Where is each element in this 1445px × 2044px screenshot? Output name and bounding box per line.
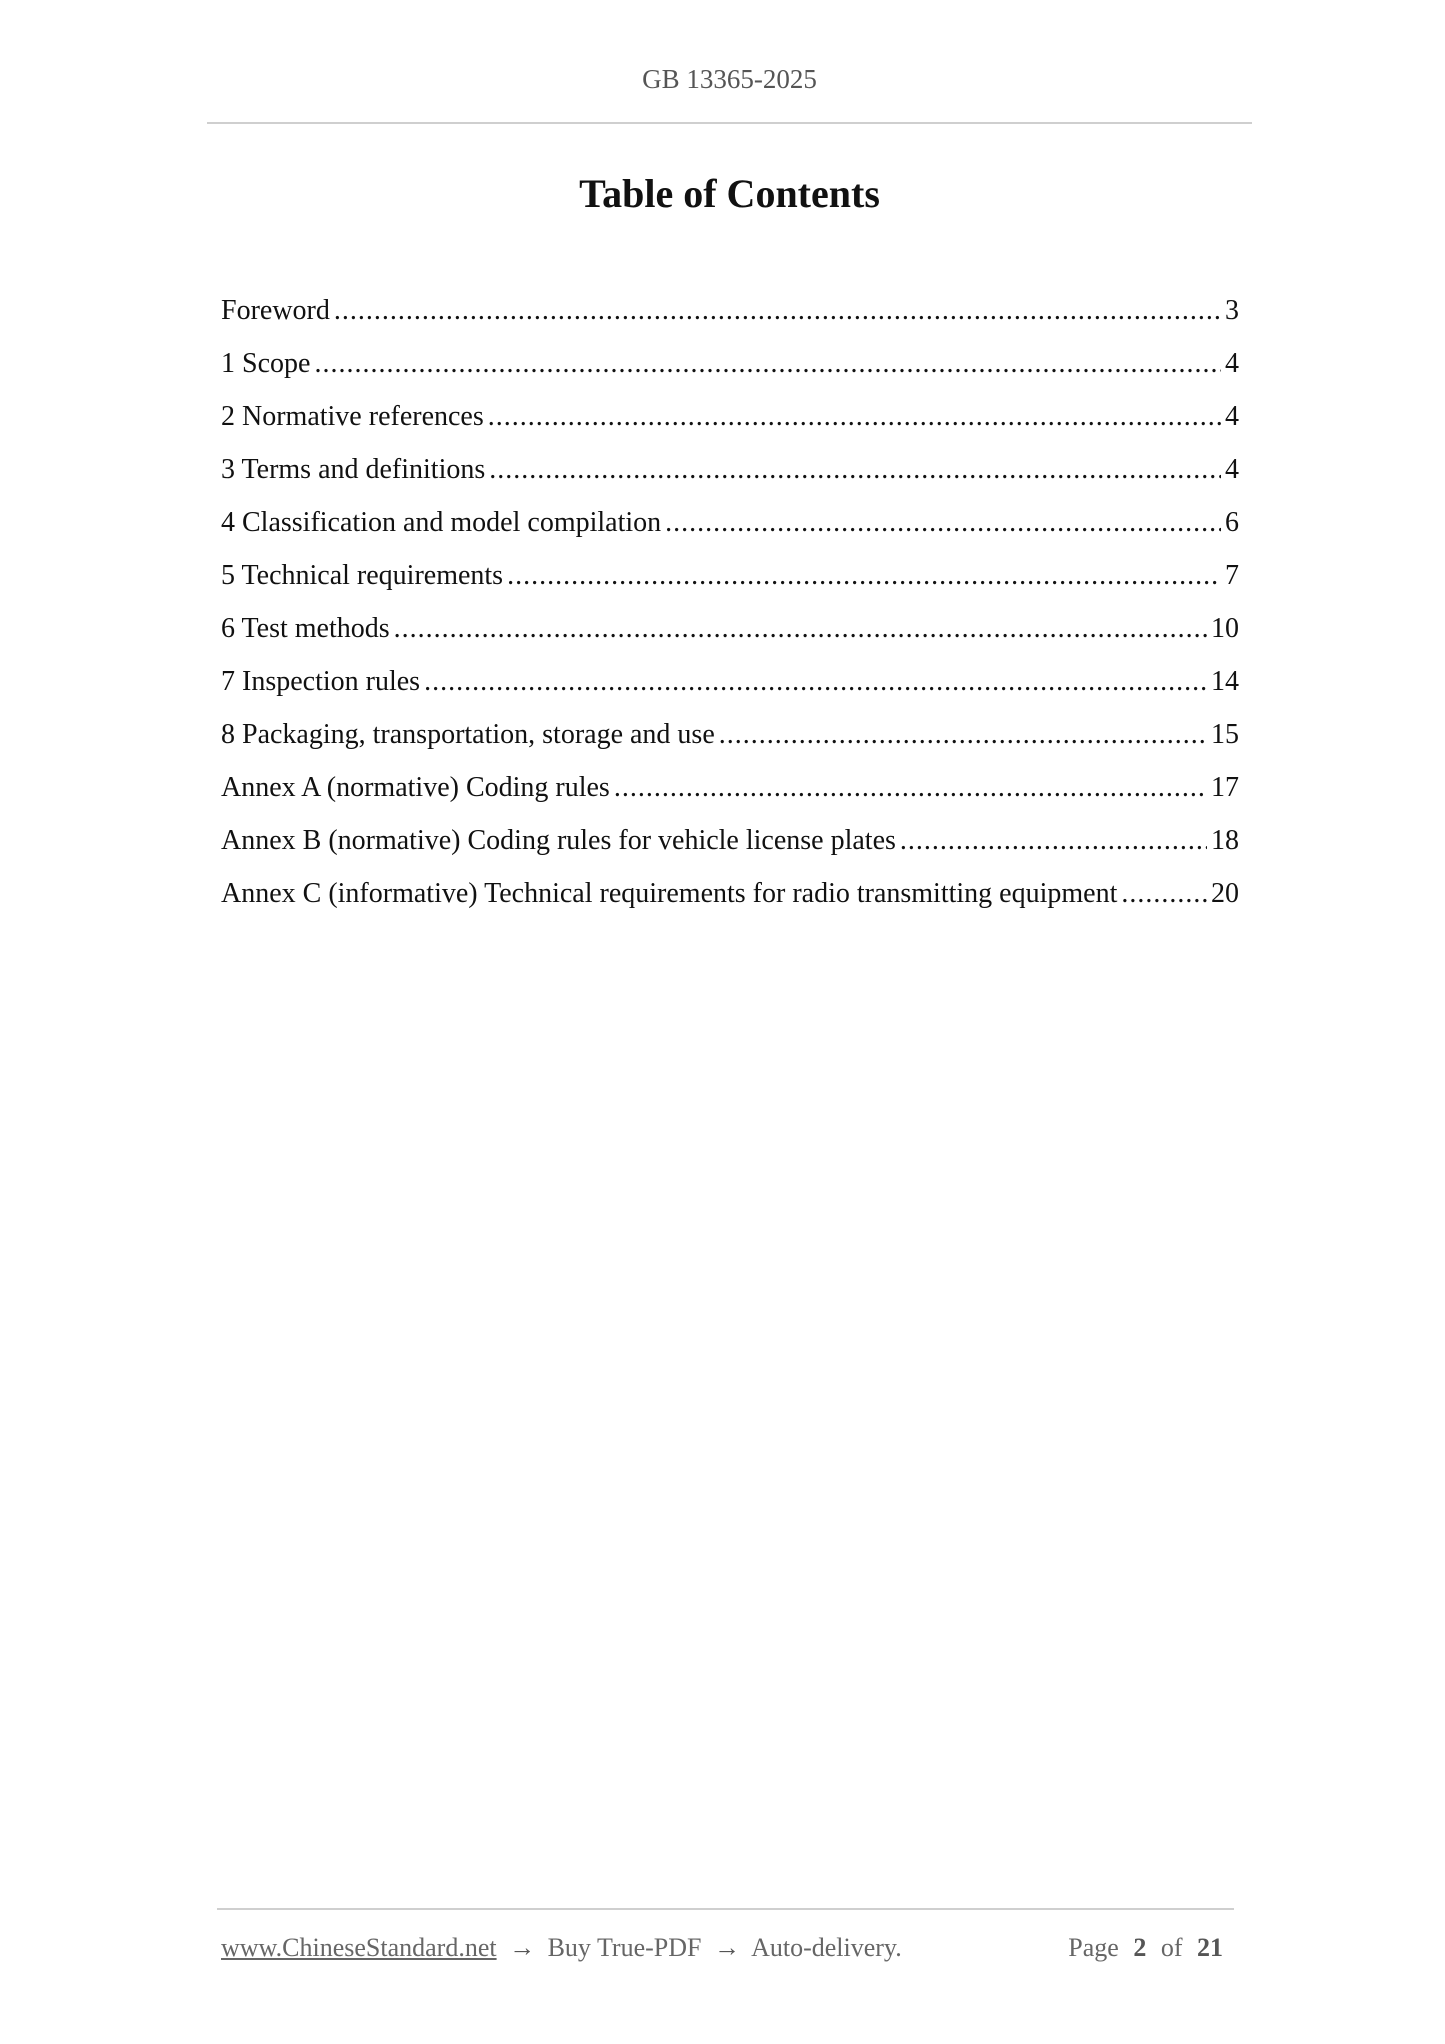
buy-true-pdf-text: Buy True-PDF [547, 1933, 702, 1962]
toc-entry-classification[interactable] [221, 496, 1239, 549]
toc-dot-leader [665, 496, 1221, 549]
toc-dot-leader [1121, 867, 1207, 920]
toc-entry-page: 20 [1211, 878, 1239, 909]
toc-dot-leader [394, 602, 1207, 655]
of-word: of [1160, 1933, 1183, 1962]
toc-entry-label: 7 Inspection rules [221, 666, 421, 697]
toc-entry-annex-b[interactable] [221, 814, 1239, 867]
toc-entry-label: Annex B (normative) Coding rules for vehicle license plates [221, 825, 896, 856]
toc-entry-page: 17 [1211, 772, 1239, 803]
toc-dot-leader [488, 390, 1221, 443]
toc-entry-page: 18 [1211, 825, 1239, 856]
page-word: Page [1068, 1933, 1119, 1962]
toc-dot-leader [719, 708, 1207, 761]
toc-entry-page: 6 [1225, 507, 1239, 538]
toc-entry-label: Foreword [221, 295, 330, 326]
toc-entry-page: 4 [1225, 348, 1239, 379]
toc-entry-normative-references[interactable] [221, 390, 1239, 443]
toc-entry-label: 2 Normative references [221, 401, 484, 432]
toc-entry-page: 4 [1225, 401, 1239, 432]
toc-entry-page: 14 [1211, 666, 1239, 697]
toc-entry-page: 4 [1225, 454, 1239, 485]
toc-entry-inspection-rules[interactable] [221, 655, 1239, 708]
toc-dot-leader [614, 761, 1207, 814]
toc-entry-annex-a[interactable] [221, 761, 1239, 814]
toc-entry-label: 5 Technical requirements [221, 560, 504, 591]
toc-entry-foreword[interactable] [221, 284, 1239, 337]
footer-promo [221, 1931, 902, 1965]
toc-entry-page: 3 [1225, 295, 1239, 326]
auto-delivery-text: Auto-delivery. [751, 1933, 902, 1962]
toc-dot-leader [900, 814, 1207, 867]
website-link[interactable]: www.ChineseStandard.net [221, 1933, 497, 1962]
footer-divider [217, 1908, 1234, 1910]
right-arrow-icon: → [509, 1933, 536, 1962]
toc-entry-page: 15 [1211, 719, 1239, 750]
toc-entry-scope[interactable] [221, 337, 1239, 390]
toc-entry-test-methods[interactable] [221, 602, 1239, 655]
toc-entry-label: Annex A (normative) Coding rules [221, 772, 610, 803]
toc-entry-annex-c[interactable] [221, 867, 1239, 920]
toc-entry-page: 10 [1211, 613, 1239, 644]
toc-entry-label: Annex C (informative) Technical requirements for radio transmitting equipment [221, 878, 1118, 909]
toc-dot-leader [334, 284, 1221, 337]
page-header-standard-number: GB 13365-2025 [642, 64, 817, 94]
page-counter [1068, 1931, 1231, 1965]
right-arrow-icon: → [714, 1933, 740, 1962]
toc-list [221, 284, 1239, 920]
toc-entry-packaging[interactable] [221, 708, 1239, 761]
toc-title: Table of Contents [579, 171, 880, 216]
toc-dot-leader [507, 549, 1221, 602]
toc-entry-technical-requirements[interactable] [221, 549, 1239, 602]
toc-dot-leader [424, 655, 1207, 708]
current-page-number: 2 [1133, 1933, 1147, 1962]
toc-entry-label: 8 Packaging, transportation, storage and use [221, 719, 715, 750]
toc-entry-label: 6 Test methods [221, 613, 390, 644]
toc-entry-page: 7 [1225, 560, 1239, 591]
total-pages-number: 21 [1197, 1933, 1223, 1962]
toc-entry-label: 3 Terms and definitions [221, 454, 486, 485]
header-divider [207, 122, 1252, 124]
toc-entry-label: 4 Classification and model compilation [221, 507, 662, 538]
toc-dot-leader [314, 337, 1221, 390]
toc-entry-terms-and-definitions[interactable] [221, 443, 1239, 496]
toc-entry-label: 1 Scope [221, 348, 311, 379]
toc-dot-leader [489, 443, 1221, 496]
